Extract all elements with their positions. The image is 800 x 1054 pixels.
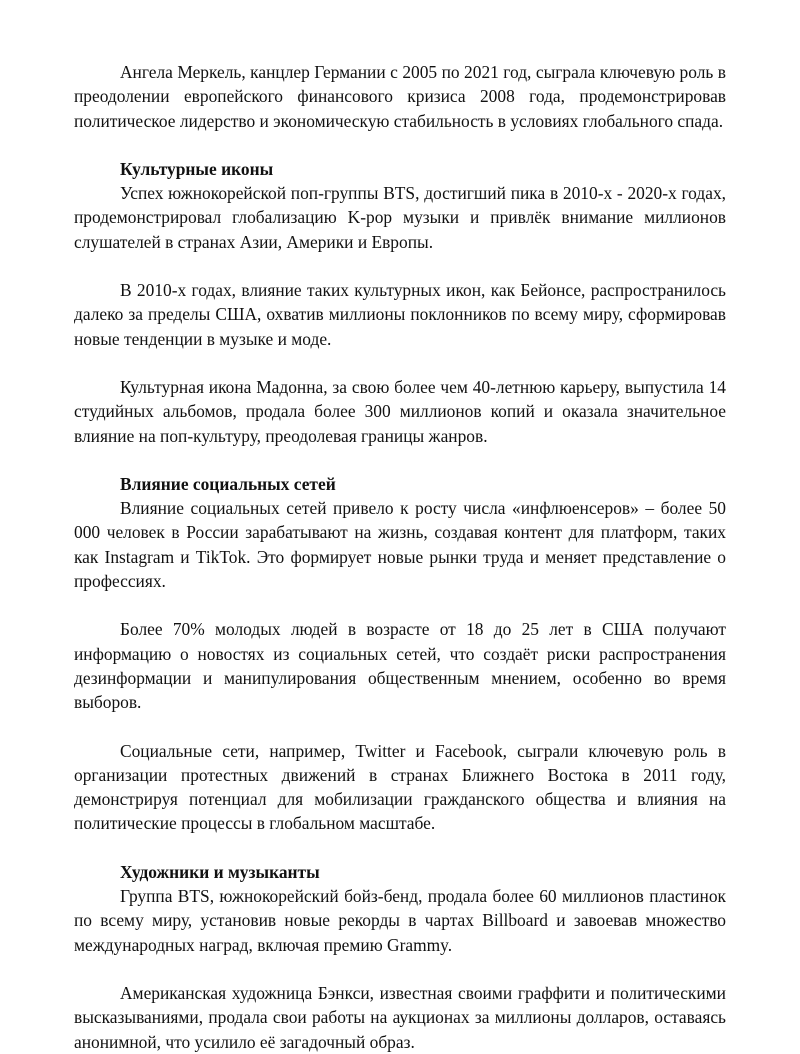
paragraph-bts-records: Группа BTS, южнокорейский бойз-бенд, продала более 60 миллионов пластинок по всему миру, установив новые рекорды в чартах Billboard и завоевав множество международных наград, включая премию Grammy. <box>74 886 726 955</box>
spacer <box>74 351 726 375</box>
heading-cultural-icons: Культурные иконы <box>120 158 274 179</box>
paragraph-youth-news: Более 70% молодых людей в возрасте от 18 до 25 лет в США получают информацию о новостях из социальных сетей, что создаёт риски распространения дезинформации и манипулирования общественным мнением, особенно во время выборов. <box>74 619 726 713</box>
spacer <box>74 254 726 278</box>
spacer <box>74 715 726 739</box>
spacer <box>74 593 726 617</box>
heading-social-media: Влияние социальных сетей <box>120 473 336 494</box>
paragraph-bts-success: Успех южнокорейской поп-группы BTS, достигший пика в 2010-х - 2020-х годах, продемонстрировал глобализацию K-pop музыки и привлёк внимание миллионов слушателей в странах Азии, Америки и Европы. <box>74 183 726 252</box>
paragraph-banksy: Американская художница Бэнкси, известная своими граффити и политическими высказываниями, продала свои работы на аукционах за миллионы долларов, оставаясь анонимной, что усилило её загадочный образ. <box>74 982 726 1052</box>
spacer <box>74 957 726 981</box>
paragraph-protests: Социальные сети, например, Twitter и Facebook, сыграли ключевую роль в организации протестных движений в странах Ближнего Востока в 2011 году, демонстрируя потенциал для мобилизации гражданского общества и влияния на политические процессы в глобальном масштабе. <box>74 740 726 834</box>
paragraph-influencers: Влияние социальных сетей привело к росту числа «инфлюенсеров» – более 50 000 человек в России зарабатывают на жизнь, создавая контент для платформ, таких как Instagram и TikTok. Это формирует новые рынки труда и меняет представление о профессиях. <box>74 498 726 592</box>
heading-artists-musicians: Художники и музыканты <box>120 861 320 882</box>
paragraph-madonna: Культурная икона Мадонна, за свою более чем 40-летнюю карьеру, выпустила 14 студийных альбомов, продала более 300 миллионов копий и оказала значительное влияние на поп-культуру, преодолевая границы жанров. <box>74 376 726 446</box>
paragraph-merkel: Ангела Меркель, канцлер Германии с 2005 по 2021 год, сыграла ключевую роль в преодолении европейского финансового кризиса 2008 года, продемонстрировав политическое лидерство и экономическую стабильность в условиях глобального спада. <box>74 62 726 131</box>
spacer <box>74 836 726 860</box>
document-page <box>74 60 726 1054</box>
paragraph-beyonce: В 2010-х годах, влияние таких культурных икон, как Бейонсе, распространилось далеко за пределы США, охватив миллионы поклонников по всему миру, сформировав новые тенденции в музыке и моде. <box>74 280 726 349</box>
spacer <box>74 133 726 157</box>
spacer <box>74 448 726 472</box>
